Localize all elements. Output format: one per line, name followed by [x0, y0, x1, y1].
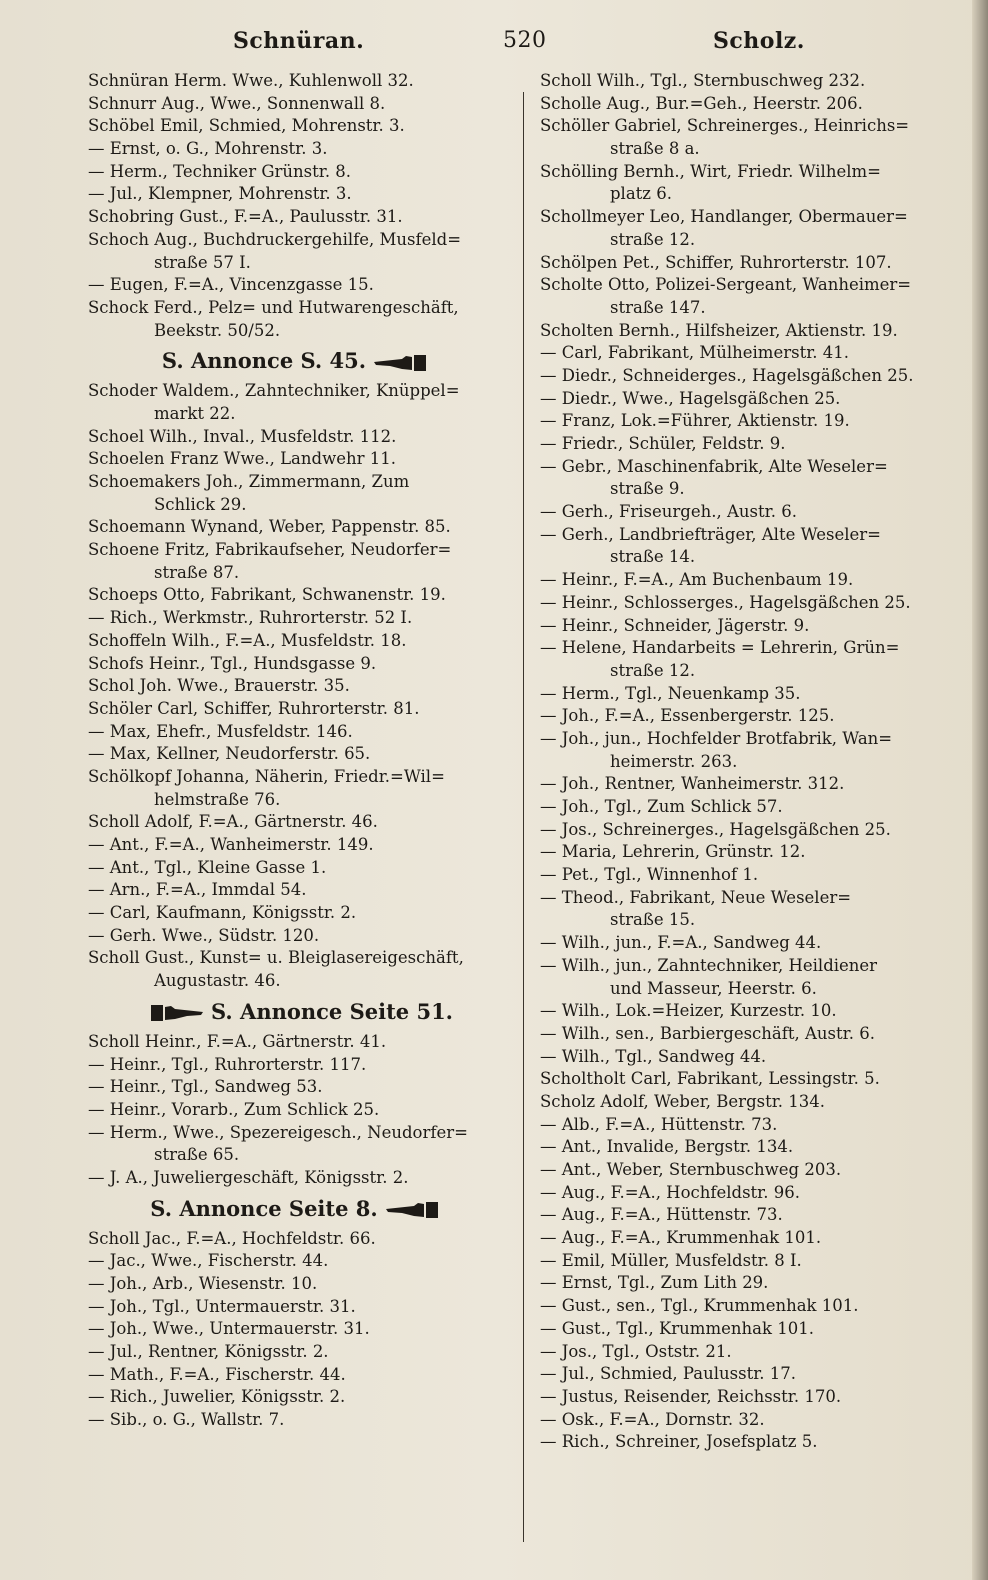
entry-line: — Eugen, F.=A., Vincenzgasse 15.	[88, 275, 374, 295]
entry-line: — Jos., Schreinerges., Hagelsgäßchen 25.	[540, 819, 891, 839]
directory-entry	[88, 206, 508, 229]
directory-entry	[88, 448, 508, 471]
directory-entry	[88, 115, 508, 138]
entry-line: — Joh., Tgl., Untermauerstr. 31.	[88, 1296, 356, 1316]
directory-entry	[88, 766, 508, 811]
entry-line: Scholle Aug., Bur.=Geh., Heerstr. 206.	[540, 93, 863, 113]
directory-entry	[88, 516, 508, 539]
header-left-keyword: Schnüran.	[233, 28, 365, 54]
entry-line: — Gust., Tgl., Krummenhak 101.	[540, 1318, 814, 1338]
directory-entry	[88, 584, 508, 607]
entry-line: — Justus, Reisender, Reichsstr. 170.	[540, 1386, 842, 1406]
entry-line: — Jac., Wwe., Fischerstr. 44.	[88, 1251, 329, 1271]
entry-line: — Gebr., Maschinenfabrik, Alte Weseler=	[540, 456, 888, 476]
directory-entry	[540, 1431, 960, 1454]
entry-line: — Sib., o. G., Wallstr. 7.	[88, 1410, 285, 1430]
entry-line: Schock Ferd., Pelz= und Hutwarengeschäft,	[88, 297, 459, 317]
entry-line: — Wilh., Lok.=Heizer, Kurzestr. 10.	[540, 1001, 837, 1021]
entry-line: — Friedr., Schüler, Feldstr. 9.	[540, 434, 786, 453]
entry-line: — Ant., F.=A., Wanheimerstr. 149.	[88, 835, 374, 854]
entry-line: — Rich., Schreiner, Josefsplatz 5.	[540, 1432, 818, 1452]
entry-line: — Joh., jun., Hochfelder Brotfabrik, Wan=	[540, 728, 893, 748]
directory-entry	[88, 653, 508, 676]
entry-line: Scholl Gust., Kunst= u. Bleiglasereigeschäft,	[88, 948, 464, 968]
directory-entry	[88, 698, 508, 721]
directory-entry	[88, 471, 508, 516]
directory-entry	[540, 433, 960, 456]
entry-continuation-line: straße 147.	[610, 297, 706, 317]
entry-line: — Heinr., F.=A., Am Buchenbaum 19.	[540, 570, 854, 590]
directory-entry	[88, 857, 508, 880]
directory-entry	[540, 1000, 960, 1023]
entry-line: — Herm., Wwe., Spezereigesch., Neudorfer=	[88, 1122, 468, 1142]
page-number: 520	[503, 28, 547, 53]
directory-entry	[540, 1341, 960, 1364]
directory-entry	[88, 675, 508, 698]
directory-entry	[540, 1159, 960, 1182]
entry-continuation-line: straße 65.	[154, 1145, 240, 1165]
directory-entry	[88, 1076, 508, 1099]
directory-entry	[540, 705, 960, 728]
entry-line: — Joh., Arb., Wiesenstr. 10.	[88, 1274, 318, 1293]
directory-entry	[540, 252, 960, 275]
directory-entry	[88, 902, 508, 925]
entry-line: — Diedr., Wwe., Hagelsgäßchen 25.	[540, 388, 841, 408]
entry-line: — Gerh., Friseurgeh., Austr. 6.	[540, 502, 797, 522]
entry-continuation-line: Schlick 29.	[154, 494, 247, 514]
entry-line: — Aug., F.=A., Hochfeldstr. 96.	[540, 1182, 800, 1202]
entry-continuation-line: straße 57 I.	[154, 252, 251, 272]
entry-line: — Joh., Rentner, Wanheimerstr. 312.	[540, 774, 845, 794]
entry-line: Scholtholt Carl, Fabrikant, Lessingstr. 5.	[540, 1069, 880, 1089]
directory-entry	[88, 834, 508, 857]
annonce-reference	[88, 1190, 508, 1228]
entry-line: — Max, Ehefr., Musfeldstr. 146.	[88, 721, 353, 741]
annonce-text: S. Annonce Seite 8.	[150, 1195, 378, 1221]
header-right-keyword: Scholz.	[713, 28, 805, 54]
entry-line: — Wilh., Tgl., Sandweg 44.	[540, 1046, 767, 1066]
entry-line: Schollmeyer Leo, Handlanger, Obermauer=	[540, 207, 908, 227]
entry-line: — Heinr., Tgl., Sandweg 53.	[88, 1077, 323, 1097]
directory-entry	[540, 93, 960, 116]
pointing-hand-icon	[149, 1003, 205, 1023]
entry-line: Schol Joh. Wwe., Brauerstr. 35.	[88, 676, 350, 696]
entry-line: — Ernst, Tgl., Zum Lith 29.	[540, 1273, 769, 1293]
entry-line: — Joh., F.=A., Essenbergerstr. 125.	[540, 706, 835, 726]
directory-entry	[540, 1068, 960, 1091]
directory-entry	[540, 410, 960, 433]
entry-line: — Wilh., jun., F.=A., Sandweg 44.	[540, 933, 822, 953]
directory-entry	[540, 365, 960, 388]
directory-entry	[88, 183, 508, 206]
pointing-hand-icon	[384, 1200, 440, 1220]
entry-continuation-line: straße 14.	[610, 547, 696, 567]
entry-line: Schöller Gabriel, Schreinerges., Heinrichs=	[540, 116, 910, 136]
directory-entry	[540, 1046, 960, 1069]
entry-line: — Herm., Techniker Grünstr. 8.	[88, 161, 352, 181]
directory-entry	[88, 1386, 508, 1409]
directory-entry	[540, 1136, 960, 1159]
entry-line: — Carl, Fabrikant, Mülheimerstr. 41.	[540, 343, 850, 363]
directory-entry	[88, 721, 508, 744]
entry-continuation-line: Augustastr. 46.	[154, 971, 281, 991]
directory-entry	[540, 456, 960, 501]
directory-entry	[88, 1167, 508, 1190]
directory-entry	[540, 1227, 960, 1250]
directory-entry	[88, 161, 508, 184]
directory-entry	[88, 138, 508, 161]
directory-entry	[88, 1122, 508, 1167]
entry-line: Scholz Adolf, Weber, Bergstr. 134.	[540, 1091, 826, 1111]
entry-line: — Heinr., Tgl., Ruhrorterstr. 117.	[88, 1054, 367, 1074]
page-edge-shadow	[972, 0, 988, 1580]
entry-line: — Heinr., Schlosserges., Hagelsgäßchen 25.	[540, 592, 911, 612]
directory-entry	[88, 947, 508, 992]
entry-line: — Gerh. Wwe., Südstr. 120.	[88, 925, 320, 945]
entry-continuation-line: straße 9.	[610, 479, 685, 499]
directory-entry	[540, 683, 960, 706]
entry-line: — Jul., Rentner, Königsstr. 2.	[88, 1342, 329, 1362]
entry-line: Schölpen Pet., Schiffer, Ruhrorterstr. 107.	[540, 252, 892, 272]
directory-entry	[540, 841, 960, 864]
entry-line: Scholl Adolf, F.=A., Gärtnerstr. 46.	[88, 812, 378, 832]
directory-entry	[88, 811, 508, 834]
annonce-text: S. Annonce Seite 51.	[210, 998, 453, 1024]
entry-line: Schoel Wilh., Inval., Musfeldstr. 112.	[88, 426, 397, 446]
entry-line: — Jul., Schmied, Paulusstr. 17.	[540, 1364, 797, 1384]
page-header	[0, 28, 988, 62]
directory-entry	[540, 1182, 960, 1205]
directory-entry	[540, 1250, 960, 1273]
directory-entry	[540, 796, 960, 819]
left-column	[88, 70, 508, 1432]
directory-entry	[540, 1386, 960, 1409]
entry-line: Schölling Bernh., Wirt, Friedr. Wilhelm=	[540, 161, 881, 181]
entry-line: — Emil, Müller, Musfeldstr. 8 I.	[540, 1250, 802, 1270]
entry-line: — Jul., Klempner, Mohrenstr. 3.	[88, 184, 352, 204]
entry-line: Schnurr Aug., Wwe., Sonnenwall 8.	[88, 93, 386, 113]
entry-line: — Heinr., Vorarb., Zum Schlick 25.	[88, 1099, 380, 1119]
entry-line: — Alb., F.=A., Hüttenstr. 73.	[540, 1114, 778, 1134]
directory-entry	[540, 728, 960, 773]
entry-line: — Arn., F.=A., Immdal 54.	[88, 880, 307, 900]
entry-line: — Ant., Weber, Sternbuschweg 203.	[540, 1160, 842, 1179]
entry-line: Schölkopf Johanna, Näherin, Friedr.=Wil=	[88, 766, 445, 786]
entry-line: — Pet., Tgl., Winnenhof 1.	[540, 865, 759, 885]
entry-line: — Max, Kellner, Neudorferstr. 65.	[88, 744, 371, 764]
directory-entry	[540, 773, 960, 796]
directory-entry	[540, 592, 960, 615]
directory-entry	[88, 297, 508, 342]
entry-line: — Wilh., sen., Barbiergeschäft, Austr. 6.	[540, 1023, 875, 1043]
directory-entry	[540, 161, 960, 206]
directory-entry	[540, 320, 960, 343]
entry-line: Scholten Bernh., Hilfsheizer, Aktienstr. 19.	[540, 320, 898, 340]
entry-line: — Gust., sen., Tgl., Krummenhak 101.	[540, 1296, 859, 1316]
entry-line: Scholl Heinr., F.=A., Gärtnerstr. 41.	[88, 1031, 387, 1051]
directory-entry	[88, 1099, 508, 1122]
entry-line: — Diedr., Schneiderges., Hagelsgäßchen 25.	[540, 365, 914, 385]
directory-entry	[540, 501, 960, 524]
directory-entry	[540, 637, 960, 682]
entry-line: Schoemakers Joh., Zimmermann, Zum	[88, 472, 410, 491]
entry-continuation-line: straße 12.	[610, 660, 696, 680]
entry-line: — Osk., F.=A., Dornstr. 32.	[540, 1409, 765, 1429]
directory-entry	[88, 93, 508, 116]
entry-continuation-line: straße 87.	[154, 562, 240, 582]
entry-continuation-line: straße 8 a.	[610, 139, 700, 159]
directory-entry	[540, 1318, 960, 1341]
directory-entry	[88, 1341, 508, 1364]
entry-line: — Jos., Tgl., Oststr. 21.	[540, 1341, 732, 1361]
directory-entry	[540, 1363, 960, 1386]
entry-line: — Aug., F.=A., Hüttenstr. 73.	[540, 1205, 783, 1225]
directory-entry	[88, 925, 508, 948]
directory-entry	[540, 388, 960, 411]
directory-entry	[88, 1228, 508, 1251]
entry-continuation-line: und Masseur, Heerstr. 6.	[610, 978, 817, 998]
entry-line: — Rich., Juwelier, Königsstr. 2.	[88, 1387, 346, 1407]
entry-continuation-line: straße 15.	[610, 910, 696, 930]
directory-entry	[540, 206, 960, 251]
entry-continuation-line: platz 6.	[610, 184, 672, 204]
directory-entry	[540, 115, 960, 160]
directory-entry	[540, 887, 960, 932]
directory-entry	[540, 70, 960, 93]
entry-line: Schoene Fritz, Fabrikaufseher, Neudorfer=	[88, 540, 452, 560]
entry-continuation-line: heimerstr. 263.	[610, 751, 738, 771]
entry-line: Scholl Wilh., Tgl., Sternbuschweg 232.	[540, 71, 866, 90]
entry-line: Schofs Heinr., Tgl., Hundsgasse 9.	[88, 653, 377, 673]
directory-entry	[88, 539, 508, 584]
directory-entry	[540, 524, 960, 569]
directory-entry	[540, 864, 960, 887]
directory-entry	[540, 1409, 960, 1432]
entry-line: — Herm., Tgl., Neuenkamp 35.	[540, 683, 801, 703]
entry-line: Schnüran Herm. Wwe., Kuhlenwoll 32.	[88, 71, 414, 90]
directory-entry	[88, 1054, 508, 1077]
entry-line: — Carl, Kaufmann, Königsstr. 2.	[88, 903, 357, 923]
directory-entry	[88, 70, 508, 93]
directory-entry	[88, 274, 508, 297]
entry-line: Schoemann Wynand, Weber, Pappenstr. 85.	[88, 517, 451, 537]
entry-line: Schobring Gust., F.=A., Paulusstr. 31.	[88, 207, 403, 227]
directory-entry	[540, 342, 960, 365]
directory-entry	[88, 1250, 508, 1273]
entry-line: Schoeps Otto, Fabrikant, Schwanenstr. 19.	[88, 585, 446, 605]
entry-line: — Rich., Werkmstr., Ruhrorterstr. 52 I.	[88, 608, 413, 628]
directory-entry	[540, 932, 960, 955]
column-divider	[523, 92, 524, 1542]
directory-entry	[88, 1296, 508, 1319]
entry-line: — Math., F.=A., Fischerstr. 44.	[88, 1364, 346, 1384]
directory-entry	[88, 1031, 508, 1054]
directory-entry	[88, 630, 508, 653]
directory-entry	[88, 229, 508, 274]
directory-entry	[88, 879, 508, 902]
entry-continuation-line: markt 22.	[154, 403, 236, 423]
directory-entry	[540, 1272, 960, 1295]
entry-line: — Ant., Tgl., Kleine Gasse 1.	[88, 857, 327, 877]
entry-line: — J. A., Juweliergeschäft, Königsstr. 2.	[88, 1167, 409, 1187]
directory-entry	[88, 1318, 508, 1341]
directory-entry	[540, 1295, 960, 1318]
directory-entry	[88, 380, 508, 425]
entry-line: Schoder Waldem., Zahntechniker, Knüppel=	[88, 381, 460, 401]
directory-entry	[540, 1204, 960, 1227]
directory-entry	[88, 607, 508, 630]
entry-line: Schoelen Franz Wwe., Landwehr 11.	[88, 449, 396, 469]
directory-entry	[88, 743, 508, 766]
directory-entry	[540, 1023, 960, 1046]
entry-line: Scholl Jac., F.=A., Hochfeldstr. 66.	[88, 1228, 376, 1248]
entry-line: — Ant., Invalide, Bergstr. 134.	[540, 1137, 794, 1157]
directory-entry	[88, 1273, 508, 1296]
entry-line: — Gerh., Landbriefträger, Alte Weseler=	[540, 524, 881, 544]
directory-entry	[540, 569, 960, 592]
pointing-hand-icon	[372, 353, 428, 373]
entry-line: — Joh., Tgl., Zum Schlick 57.	[540, 797, 783, 816]
directory-entry	[540, 955, 960, 1000]
right-column	[540, 70, 960, 1454]
directory-entry	[88, 426, 508, 449]
entry-continuation-line: straße 12.	[610, 229, 696, 249]
annonce-reference	[88, 993, 508, 1031]
entry-line: — Theod., Fabrikant, Neue Weseler=	[540, 887, 852, 907]
entry-line: — Franz, Lok.=Führer, Aktienstr. 19.	[540, 411, 850, 431]
directory-entry	[540, 1091, 960, 1114]
entry-line: — Helene, Handarbeits = Lehrerin, Grün=	[540, 638, 900, 658]
directory-entry	[540, 615, 960, 638]
directory-entry	[88, 1364, 508, 1387]
entry-line: — Wilh., jun., Zahntechniker, Heildiener	[540, 955, 878, 975]
directory-entry	[540, 274, 960, 319]
annonce-text: S. Annonce S. 45.	[161, 348, 367, 374]
entry-line: — Maria, Lehrerin, Grünstr. 12.	[540, 842, 806, 862]
entry-line: — Aug., F.=A., Krummenhak 101.	[540, 1228, 822, 1248]
entry-line: Schoffeln Wilh., F.=A., Musfeldstr. 18.	[88, 630, 407, 650]
directory-entry	[540, 1114, 960, 1137]
directory-entry	[88, 1409, 508, 1432]
annonce-reference	[88, 342, 508, 380]
entry-line: — Ernst, o. G., Mohrenstr. 3.	[88, 139, 328, 159]
entry-line: — Joh., Wwe., Untermauerstr. 31.	[88, 1319, 370, 1339]
entry-line: Schoch Aug., Buchdruckergehilfe, Musfeld=	[88, 229, 462, 249]
entry-continuation-line: Beekstr. 50/52.	[154, 320, 281, 340]
entry-line: Scholte Otto, Polizei-Sergeant, Wanheimer=	[540, 275, 912, 295]
directory-entry	[540, 819, 960, 842]
entry-line: — Heinr., Schneider, Jägerstr. 9.	[540, 615, 810, 635]
entry-line: Schöler Carl, Schiffer, Ruhrorterstr. 81.	[88, 698, 420, 718]
entry-line: Schöbel Emil, Schmied, Mohrenstr. 3.	[88, 116, 405, 136]
entry-continuation-line: helmstraße 76.	[154, 789, 281, 809]
